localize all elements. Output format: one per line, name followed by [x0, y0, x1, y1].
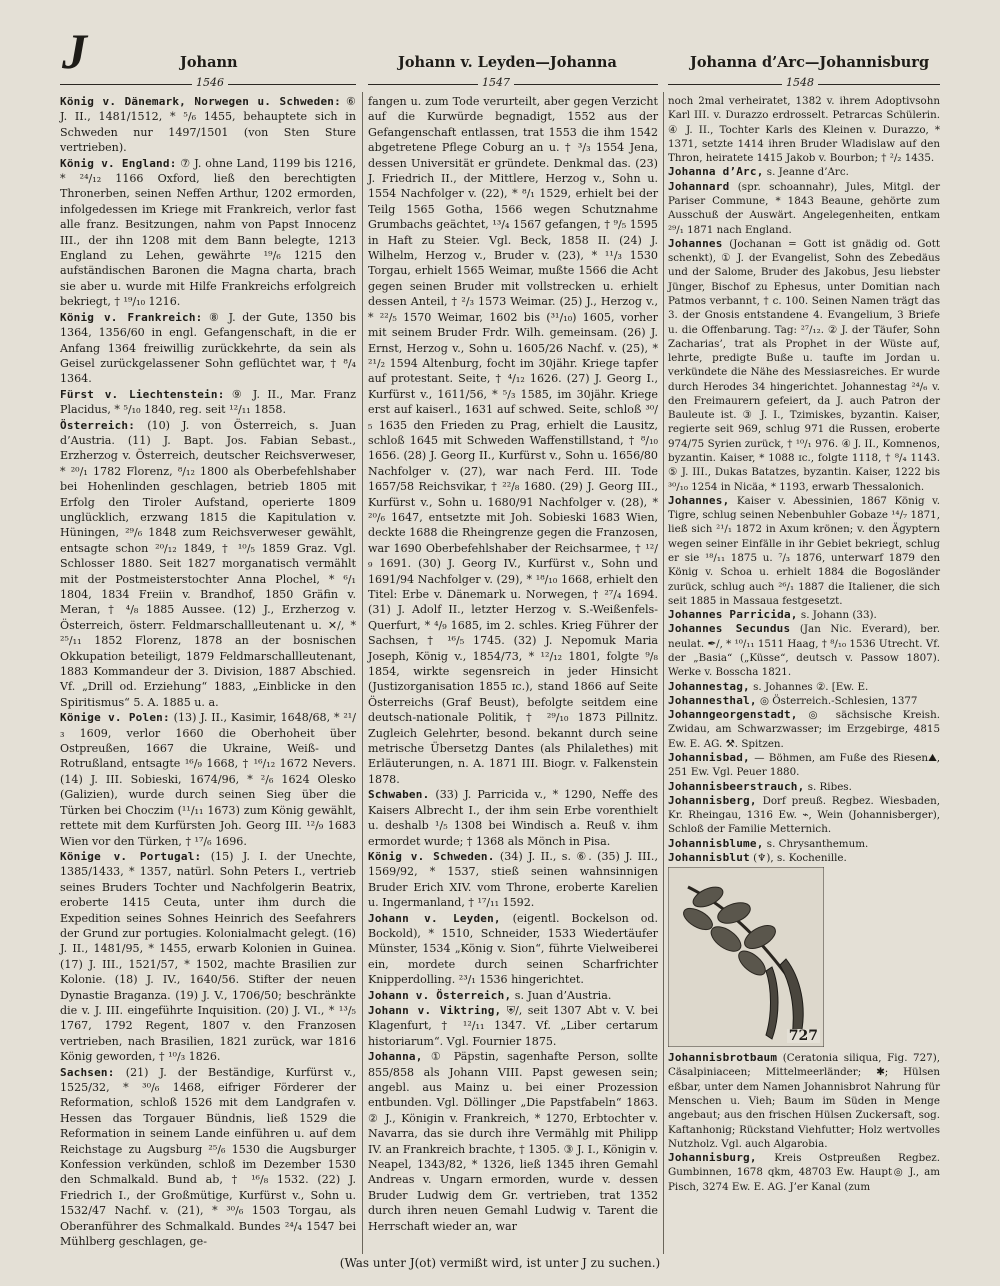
- entry-text: s. Jeanne d’Arc.: [763, 166, 849, 179]
- header-center: Johann v. Leyden—Johanna: [398, 54, 617, 71]
- dictionary-entry: [668, 837, 940, 851]
- entry-headword: Johanngeorgenstadt,: [668, 708, 798, 722]
- dictionary-entry: [60, 156, 356, 310]
- entry-text: (21) J. der Beständige, Kurfürst v., 1525/32, * ³⁰/₆ 1468, eifriger Förderer der Reformation, schloß 1526 mit dem Landgrafen v. Hessen das Torgauer Bündnis, ließ 1529 die Reformation in seinem Lande einführen u. auf dem Reichstage zu Augsburg ²⁵/₆ 1530 die Augsburger Konfession verkünden, schloß im Dezember 1530 den Schmalkald. Bund ab, † ¹⁶/₈ 1532. (22) J. Friedrich I., der Großmütige, Kurfürst v., Sohn u. 1532/47 Nachf. v. (21), * ³⁰/₆ 1503 Torgau, als Oberanführer des Schmalkald. Bundes ²⁴/₄ 1547 bei Mühlberg geschlagen, ge-: [60, 1065, 356, 1249]
- entry-text: ⑥ J. II., 1481/1512, * ⁵/₆ 1455, behauptete sich in Schweden nur 1497/1501 (von Sten Sture vertrieben).: [60, 95, 356, 155]
- page-number-right-row: [668, 76, 940, 92]
- dictionary-entry: [668, 237, 940, 494]
- column-divider: [663, 92, 664, 1254]
- entry-text: (Ceratonia siliqua, Fig. 727), Cäsalpiniaceen; Mittelmeerländer; ✱; Hülsen eßbar, unter dem Namen Johannisbrot Nahrung für Menschen u. Vieh; Baum im Süden in Menge angebaut; aus den frischen Hülsen Zuckersaft, sog. Kaftanhonig; Rückstand Viehfutter; Holz wertvolles Nutzholz. Vgl. auch Algarobia.: [668, 1052, 940, 1150]
- entry-text: s. Ribes.: [804, 780, 852, 793]
- page-number-left: 1546: [192, 76, 228, 89]
- dictionary-entry: [668, 780, 940, 794]
- entry-headword: Johann v. Viktring,: [368, 1003, 502, 1017]
- entry-headword: Sachsen:: [60, 1065, 115, 1079]
- entry-text: s. Johann (33).: [797, 609, 877, 622]
- entry-text: (eigentl. Bockelson od. Bockold), * 1510, Schneider, 1533 Wiedertäufer Münster, 1534 „König v. Sion“, führte Vielweiberei ein, mordete durch seinen Scharfrichter Knipperdolling. ²³/₁ 1536 hingerichtet.: [368, 911, 658, 987]
- entry-text: (15) J. I. der Unechte, 1385/1433, * 1357, natürl. Sohn Peters I., vertrieb seines Bruders Tochter und Nachfolgerin Beatrix, eroberte 1415 Ceuta, unter ihm durch die Expedition seines Sohnes Heinrich des Seefahrers der Grund zur portugies. Kolonialmacht gelegt. (16) J. II., 1481/95, * 1455, erwarb Kolonien in Guinea. (17) J. III., 1521/57, * 1502, machte Brasilien zur Kolonie. (18) J. IV., 1640/56. Stifter der neuen Dynastie Braganza. (19) J. V., 1706/50; beschränkte die v. J. III. eingeführte Inquisition. (20) J. VI., * ¹³/₅ 1767, 1792 Regent, 1807 v. den Franzosen vertrieben, nach Brasilien, 1821 zurück, war 1816 König geworden, † ¹⁰/₃ 1826.: [60, 849, 356, 1064]
- page-footer-note: (Was unter J(ot) vermißt wird, ist unter J zu suchen.): [339, 1256, 661, 1270]
- entry-text: Kreis Ostpreußen Regbez. Gumbinnen, 1678 qkm, 48703 Ew. Haupt◎ J., am Pisch, 3274 Ew. E. AG. J’er Kanal (zum: [668, 1152, 940, 1193]
- entry-text: fangen u. zum Tode verurteilt, aber gegen Verzicht auf die Kurwürde begnadigt, 1552 aus der Gefangenschaft entlassen, trat 1553 die ihm 1542 abgetretene Pflege Coburg an u. † ³/₃ 1554 Jena, dessen Universität er gründete. Denkmal das. (23) J. Friedrich II., der Mittlere, Herzog v., Sohn u. 1554 Nachfolger v. (22), * ⁸/₁ 1529, erhielt bei der Teilg 1565 Gotha, 1566 wegen Schutznahme Grumbachs geächtet, ¹³/₄ 1567 gefangen, † ⁹/₅ 1595 in Haft zu Steier. Vgl. Beck, 1858 II. (24) J. Wilhelm, Herzog v., Bruder v. (23), * ¹¹/₃ 1530 Torgau, erhielt 1565 Weimar, mußte 1566 die Acht gegen seinen Bruder mit vollstrecken u. erhielt dessen Anteil, † ²/₃ 1573 Weimar. (25) J., Herzog v., * ²²/₅ 1570 Weimar, 1602 bis (³¹/₁₀) 1605, vorher mit seinem Bruder Frdr. Wilh. gemeinsam. (26) J. Ernst, Herzog v., Sohn u. 1605/26 Nachf. v. (25), * ²¹/₂ 1594 Altenburg, focht im 30jähr. Kriege tapfer auf protestant. Seite, † ⁴/₁₂ 1626. (27) J. Georg I., Kurfürst v., 1611/56, * ⁵/₃ 1585, im 30jähr. Kriege erst auf kaiserl., 1631 auf schwed. Seite, schloß ³⁰/₅ 1635 den Frieden zu Prag, erhielt die Lausitz, schloß 1645 mit Schweden Waffenstillstand, † ⁸/₁₀ 1656. (28) J. Georg II., Kurfürst v., Sohn u. 1656/80 Nachfolger v. (27), war nach Ferd. III. Tode 1657/58 Reichsvikar, † ²²/₈ 1680. (29) J. Georg III., Kurfürst v., Sohn u. 1680/91 Nachfolger v. (28), * ²⁰/₆ 1647, entsetzte mit Joh. Sobieski 1683 Wien, deckte 1688 die Rheingrenze gegen die Franzosen, war 1690 Oberbefehlshaber der Reichsarmee, † ¹²/₉ 1691. (30) J. Georg IV., Kurfürst v., Sohn und 1691/94 Nachfolger v. (29), * ¹⁸/₁₀ 1668, erhielt den Titel: Erbe v. Dänemark u. Norwegen, † ²⁷/₄ 1694. (31) J. Adolf II., letzter Herzog v. S.-Weißenfels-Querfurt, * ⁴/₉ 1685, im 2. schles. Krieg Führer der Sachsen, † ¹⁶/₅ 1745. (32) J. Nepomuk Maria Joseph, König v., 1854/73, * ¹²/₁₂ 1801, folgte ⁹/₈ 1854, wirkte segensreich in jeder Hinsicht (Justizorganisation 1855 ɪc.), stand 1866 auf Seite Österreichs (Graf Beust), befolgte seitdem eine deutsch-nationale Politik, † ²⁹/₁₀ 1873 Pillnitz. Zugleich Gelehrter, besond. bekannt durch seine metrische Übersetzg Dantes (als Philalethes) mit Erläuterungen, n. A. 1871 III. Biogr. v. Falkenstein 1878.: [368, 95, 658, 786]
- dictionary-entry: [668, 751, 940, 780]
- entry-headword: Johannisbrotbaum: [668, 1051, 778, 1065]
- dictionary-entry: [668, 180, 940, 237]
- carob-branch-icon: [668, 867, 824, 1047]
- dictionary-entry: [60, 1065, 356, 1250]
- header-right: Johanna d’Arc—Johannisburg: [690, 54, 930, 71]
- entry-headword: König v. Frankreich:: [60, 310, 203, 324]
- entry-text: ◎ sächsische Kreish. Zwidau, am Schwarzwasser; im Erzgebirge, 4815 Ew. E. AG. ⚒. Spitzen.: [668, 709, 940, 750]
- dictionary-entry: [668, 1151, 940, 1194]
- dictionary-entry: [668, 865, 940, 1151]
- figure-carob-illustration: [668, 867, 824, 1047]
- dictionary-entry: [668, 708, 940, 751]
- entry-headword: Johannisblume,: [668, 836, 764, 850]
- entry-headword: Johannes Parricida,: [668, 608, 798, 622]
- dictionary-entry: [60, 387, 356, 418]
- dictionary-entry: [668, 794, 940, 837]
- dictionary-entry: [60, 849, 356, 1065]
- entry-text: Kaiser v. Abessinien, 1867 König v. Tigre, schlug seinen Nebenbuhler Gobaze ¹⁴/₇ 1871, ließ sich ²¹/₁ 1872 in Axum krönen; v. den Ägyptern wegen seiner Einfälle in ihr Gebiet bekriegt, schlug er sie ¹⁸/₁₁ 1875 u. ⁷/₃ 1876, unterwarf 1879 den König v. Schoa u. erhielt 1884 die Bogosländer zurück, schlug auch ²⁶/₁ 1887 die Italiener, die sich seit 1885 in Massaua festgesetzt.: [668, 494, 940, 607]
- entry-text: — Böhmen, am Fuße des Riesen⛰, 251 Ew. Vgl. Peuer 1880.: [668, 751, 940, 779]
- entry-headword: Johannes: [668, 236, 723, 250]
- entry-headword: Fürst v. Liechtenstein:: [60, 387, 225, 401]
- dictionary-entry: [60, 310, 356, 387]
- dictionary-entry: [668, 165, 940, 179]
- dictionary-entry: [668, 494, 940, 608]
- entry-headword: Österreich:: [60, 418, 136, 432]
- dictionary-entry: [60, 94, 356, 156]
- page-number-right: 1548: [782, 76, 818, 89]
- dictionary-entry: [668, 622, 940, 679]
- column-3: [668, 94, 940, 1194]
- entry-headword: Schwaben.: [368, 788, 430, 802]
- entry-text: ⑨ J. II., Mar. Franz Placidus, * ⁵/₁₀ 1840, reg. seit ¹²/₁₁ 1858.: [60, 387, 356, 417]
- entry-headword: Johannisbeerstrauch,: [668, 779, 805, 793]
- entry-headword: Johanna d’Arc,: [668, 165, 764, 179]
- page-number-center-row: [368, 76, 658, 92]
- dictionary-entry: [60, 710, 356, 849]
- entry-headword: Johann v. Österreich,: [368, 988, 512, 1002]
- entry-text: (34) J. II., s. ⑥. (35) J. III., 1569/92, * 1537, stieß seinen wahnsinnigen Bruder Erich XIV. vom Throne, eroberte Karelien u. Ingermanland, † ¹⁷/₁₁ 1592.: [368, 849, 658, 910]
- dictionary-entry: [668, 680, 940, 694]
- entry-text: ◎ Österreich.-Schlesien, 1377: [756, 694, 918, 707]
- entry-headword: König v. England:: [60, 156, 177, 170]
- entry-text: s. Johannes ②. [Ew. E.: [749, 680, 869, 693]
- entry-headword: König v. Schweden.: [368, 849, 495, 863]
- dictionary-entry: [368, 849, 658, 911]
- dictionary-entry: [368, 787, 658, 849]
- entry-text: (33) J. Parricida v., * 1290, Neffe des Kaisers Albrecht I., der ihm sein Erbe vorenthielt u. deshalb ¹/₅ 1308 bei Windisch a. Reuß v. ihm ermordet wurde; † 1368 als Mönch in Pisa.: [368, 788, 658, 848]
- entry-text: s. Juan d’Austria.: [511, 988, 612, 1002]
- dictionary-entry: [368, 1003, 658, 1049]
- entry-text: (13) J. II., Kasimir, 1648/68, * ²¹/₃ 1609, verlor 1660 die Oberhoheit über Ostpreußen, 1667 die Ukraine, Weiß- und Rotrußland, entsagte ¹⁶/₉ 1668, † ¹⁶/₁₂ 1672 Nevers. (14) J. III. Sobieski, 1674/96, * ²/₆ 1624 Olesko (Galizien), wurde durch seinen Sieg über die Türken bei Choczim (¹¹/₁₁ 1673) zum König gewählt, rettete mit dem Kurfürsten Joh. Georg III. ¹²/₉ 1683 Wien vor den Türken, † ¹⁷/₆ 1696.: [60, 711, 356, 848]
- header-left: Johann: [180, 54, 238, 71]
- entry-text: (♆), s. Kochenille.: [749, 851, 847, 864]
- page-number-center: 1547: [478, 76, 514, 89]
- column-1: [60, 94, 356, 1249]
- entry-headword: Johannes Secundus: [668, 622, 791, 636]
- entry-headword: Könige v. Polen:: [60, 711, 170, 725]
- dictionary-entry: [60, 418, 356, 711]
- dictionary-entry: [668, 694, 940, 708]
- entry-text: ⛨/, seit 1307 Abt v. V. bei Klagenfurt, † ¹²/₁₁ 1347. Vf. „Liber certarum historiarum“. Vgl. Fournier 1875.: [368, 1003, 658, 1048]
- entry-text: s. Chrysanthemum.: [763, 837, 869, 850]
- dictionary-entry: [368, 1049, 658, 1234]
- dictionary-entry: [368, 911, 658, 988]
- section-letter: J: [62, 23, 87, 79]
- column-2: [368, 94, 658, 1234]
- entry-headword: Johannard: [668, 179, 730, 193]
- entry-headword: Könige v. Portugal:: [60, 849, 202, 863]
- page-number-left-row: [60, 76, 356, 92]
- entry-headword: Johannisblut: [668, 850, 750, 864]
- entry-headword: Johannisbad,: [668, 750, 750, 764]
- entry-headword: Johannesthal,: [668, 693, 757, 707]
- dictionary-entry: [668, 608, 940, 622]
- entry-text: ⑦ J. ohne Land, 1199 bis 1216, * ²⁴/₁₂ 1166 Oxford, ließ den berechtigten Thronerben, seinen Neffen Arthur, 1202 ermorden, infolgedessen im Kriege mit Frankreich, verlor fast alle franz. Besitzungen, nahm von Papst Innocenz III., der ihn 1208 mit dem Bann belegte, 1213 England zu Lehen, gewährte ¹⁹/₆ 1215 den aufständischen Baronen die Magna charta, brach sie aber u. wurde mit Hilfe Frankreichs erfolgreich bekriegt, † ¹⁹/₁₀ 1216.: [60, 156, 356, 309]
- entry-text: noch 2mal verheiratet, 1382 v. ihrem Adoptivsohn Karl III. v. Durazzo erdrosselt. Petrarcas Schülerin. ④ J. II., Tochter Karls des Kleinen v. Durazzo, * 1371, setzte 1414 ihren Bruder Wladislaw auf den Thron, heiratete 1415 Jakob v. Bourbon; † ²/₂ 1435.: [668, 95, 940, 165]
- entry-text: Dorf preuß. Regbez. Wiesbaden, Kr. Rheingau, 1316 Ew. ⌁, Wein (Johannisberger), Schloß der Familie Metternich.: [668, 794, 940, 836]
- dictionary-entry: [668, 851, 940, 865]
- entry-headword: Johannes,: [668, 493, 730, 507]
- entry-text: (Jan Nic. Everard), ber. neulat. ✒/, * ¹⁰/₁₁ 1511 Haag, † ⁸/₁₀ 1536 Utrecht. Vf. der „Basia“ („Küsse“, deutsch v. Passow 1807). Werke v. Bosscha 1821.: [668, 623, 940, 679]
- entry-text: (10) J. von Österreich, s. Juan d’Austria. (11) J. Bapt. Jos. Fabian Sebast., Erzherzog v. Österreich, deutscher Reichsverweser, * ²⁰/₁ 1782 Florenz, ⁸/₁₂ 1800 als Oberbefehlshaber bei Hohenlinden geschlagen, betrieb 1805 mit Erfolg den Tiroler Aufstand, operierte 1809 unglücklich, erzwang 1815 die Kapitulation v. Hüningen, ²⁹/₆ 1848 zum Reichsverweser gewählt, entsagte schon ²⁰/₁₂ 1849, † ¹⁰/₅ 1859 Graz. Vgl. Schlosser 1880. Seit 1827 morganatisch vermählt mit der Postmeisterstochter Anna Plochel, * ⁶/₁ 1804, 1834 Freiin v. Brandhof, 1850 Gräfin v. Meran, † ⁴/₈ 1885 Aussee. (12) J., Erzherzog v. Österreich, österr. Feldmarschallleutenant u. ✕/, * ²⁵/₁₁ 1852 Florenz, 1878 an der bosnischen Okkupation beteiligt, 1879 Feldmarschallleutenant, 1883 Kommandeur der 3. Division, 1887 Abschied. Vf. „Drill od. Erziehung“ 1883, „Einblicke in den Spiritismus“ 5. A. 1885 u. a.: [60, 418, 356, 709]
- dictionary-entry: [368, 988, 658, 1003]
- entry-headword: Johannestag,: [668, 679, 750, 693]
- column-divider: [362, 92, 363, 1254]
- dictionary-entry: [668, 94, 940, 165]
- entry-text: ① Päpstin, sagenhafte Person, sollte 855/858 als Johann VIII. Papst gewesen sein; angebl. aus Mainz u. bei einer Prozession entbunden. Vgl. Döllinger „Die Papstfabeln“ 1863. ② J., Königin v. Frankreich, * 1270, Erbtochter v. Navarra, das sie durch ihre Vermählg mit Philipp IV. an Frankreich brachte, † 1305. ③ J. I., Königin v. Neapel, 1343/82, * 1326, ließ 1345 ihren Gemahl Andreas v. Ungarn ermorden, wurde v. dessen Bruder Ludwig dem Gr. vertrieben, trat 1352 durch ihren neuen Gemahl Ludwig v. Tarent die Herrschaft wieder an, war: [368, 1050, 658, 1233]
- entry-text: ⑧ J. der Gute, 1350 bis 1364, 1356/60 in engl. Gefangenschaft, in die er Anfang 1364 freiwillig zurückkehrte, da sein als Geisel zurückgelassener Sohn geflüchtet war, † ⁸/₄ 1364.: [60, 310, 356, 386]
- figure-number: 727: [788, 1027, 818, 1044]
- entry-text: (Jochanan = Gott ist gnädig od. Gott schenkt), ① J. der Evangelist, Sohn des Zebedäus und der Salome, Bruder des Jakobus, Jesu liebster Jünger, Bischof zu Ephesus, unter Domitian nach Patmos verbannt, † c. 100. Seinen Namen trägt das 3. der Gnosis entstandene 4. Evangelium, 3 Briefe u. die Offenbarung. Tag: ²⁷/₁₂. ② J. der Täufer, Sohn Zacharias’, trat als Prophet in der Wüste auf, lehrte, predigte Buße u. taufte im Jordan u. verkündete die Nähe des Messiasreiches. Er wurde durch Herodes 34 hingerichtet. Johannestag ²⁴/₆ v. den Freimaurern gefeiert, da J. auch Patron der Bauleute ist. ③ J. I., Tzimiskes, byzantin. Kaiser, regierte seit 969, schlug 971 die Russen, eroberte 974/75 Syrien zurück, † ¹⁰/₁ 976. ④ J. II., Komnenos, byzantin. Kaiser, * 1088 ɪc., folgte 1118, † ⁸/₄ 1143. ⑤ J. III., Dukas Batatzes, byzantin. Kaiser, 1222 bis ³⁰/₁₀ 1254 in Nicäa, * 1193, erwarb Thessalonich.: [668, 237, 940, 493]
- entry-text: (spr. schoannahr), Jules, Mitgl. der Pariser Commune, * 1843 Beaune, gehörte zum Ausschuß der Auswärt. Angelegenheiten, entkam ²⁹/₁ 1871 nach England.: [668, 180, 940, 236]
- entry-headword: König v. Dänemark, Norwegen u. Schweden:: [60, 95, 341, 108]
- entry-headword: Johanna,: [368, 1050, 423, 1064]
- entry-headword: Johannisburg,: [668, 1151, 757, 1165]
- dictionary-entry: [368, 94, 658, 787]
- entry-headword: Johann v. Leyden,: [368, 911, 501, 925]
- entry-headword: Johannisberg,: [668, 793, 757, 807]
